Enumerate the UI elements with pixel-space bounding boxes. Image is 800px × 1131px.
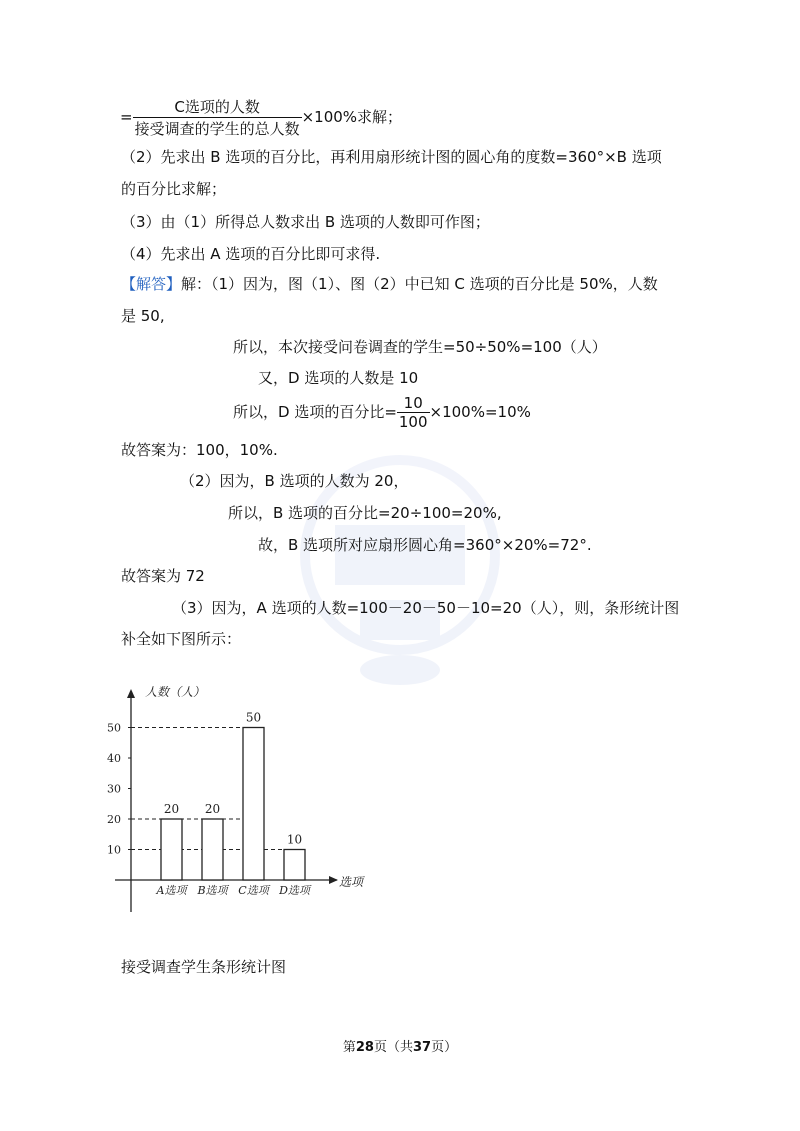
para-3: （3）由（1）所得总人数求出 B 选项的人数即可作图； — [121, 213, 490, 231]
bar-data-label: 50 — [245, 710, 262, 725]
bar-2 — [202, 819, 223, 880]
answer-line-4: 又，D 选项的人数是 10 — [258, 369, 419, 387]
footer-suffix: 页） — [431, 1040, 458, 1055]
answer-line-1 — [121, 273, 658, 294]
x-axis-arrow — [329, 876, 338, 884]
bar-4 — [284, 850, 305, 881]
page-footer — [0, 1036, 800, 1055]
bar-3 — [243, 728, 264, 881]
x-tick-label: B选项 — [197, 884, 228, 897]
bar-data-label: 10 — [286, 832, 303, 847]
chart-caption: 接受调查学生条形统计图 — [121, 958, 287, 976]
para-2a: （2）先求出 B 选项的百分比，再利用扇形统计图的圆心角的度数=360°×B 选项 — [121, 148, 662, 166]
answer-line-2: 是 50, — [121, 307, 165, 325]
y-tick-label: 20 — [107, 813, 121, 826]
formula-denominator: 接受调查的学生的总人数 — [134, 120, 300, 138]
answer-line-10: 故答案为 72 — [121, 567, 205, 585]
y-tick-label: 50 — [107, 721, 121, 735]
bar-data-label: 20 — [163, 802, 180, 816]
bar-1 — [161, 819, 182, 880]
y-axis-arrow — [127, 689, 135, 698]
answer-line-3: 所以，本次接受问卷调查的学生=50÷50%=100（人） — [233, 338, 607, 356]
answer-line-7: （2）因为，B 选项的人数为 20， — [180, 472, 409, 490]
answer-line-5-den: 100 — [398, 413, 428, 431]
y-tick-label: 40 — [107, 752, 121, 765]
bar-data-label: 20 — [204, 802, 221, 816]
answer-line-5-prefix: 所以，D 选项的百分比= — [233, 403, 397, 421]
formula-numerator: C选项的人数 — [174, 98, 260, 116]
answer-line-5-fraction — [397, 394, 430, 431]
x-tick-label: A选项 — [156, 884, 187, 897]
answer-line-11: （3）因为，A 选项的人数=100－20－50－10=20（人），则，条形统计图 — [172, 599, 680, 617]
formula-suffix: ×100%求解； — [301, 108, 403, 126]
footer-page: 28 — [355, 1040, 374, 1055]
x-tick-label: C选项 — [238, 884, 269, 897]
footer-total: 37 — [413, 1040, 432, 1055]
answer-line-5-suffix: ×100%=10% — [429, 403, 531, 421]
answer-tag: 【解答】 — [121, 275, 182, 293]
footer-prefix: 第 — [342, 1040, 356, 1055]
x-axis-label: 选项 — [339, 875, 364, 889]
y-tick-label: 30 — [107, 782, 121, 796]
answer-line-8: 所以，B 选项的百分比=20÷100=20%, — [228, 504, 502, 522]
x-tick-label: D选项 — [279, 884, 310, 897]
para-4: （4）先求出 A 选项的百分比即可求得. — [121, 245, 381, 263]
footer-mid: 页（共 — [373, 1040, 413, 1055]
y-axis-label: 人数（人） — [145, 685, 206, 699]
answer-line-5-num: 10 — [403, 394, 423, 412]
formula-eq: = — [120, 108, 133, 126]
para-2b: 的百分比求解； — [121, 180, 227, 198]
y-tick-label: 10 — [107, 843, 121, 857]
bar-chart — [107, 680, 385, 920]
answer-line-12: 补全如下图所示： — [121, 630, 242, 648]
answer-line-9: 故，B 选项所对应扇形圆心角=360°×20%=72°. — [258, 536, 592, 554]
formula-top — [120, 96, 402, 139]
formula-fraction — [133, 96, 302, 139]
answer-line-5 — [233, 394, 531, 431]
answer-line-6: 故答案为：100，10%. — [121, 441, 278, 459]
answer-line-1-text: 解：（1）因为，图（1）、图（2）中已知 C 选项的百分比是 50%，人数 — [181, 275, 658, 293]
